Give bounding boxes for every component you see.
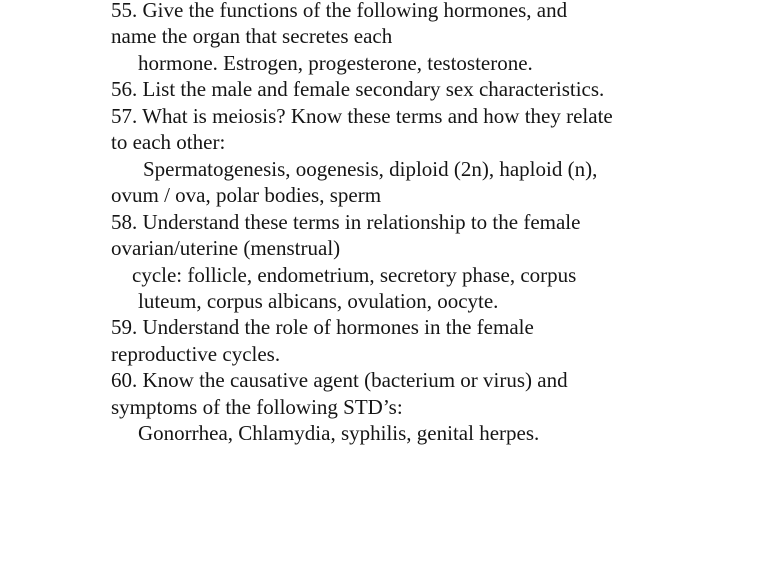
doc-line-12: luteum, corpus albicans, ovulation, oocyte.: [138, 288, 499, 313]
doc-line-09: 58. Understand these terms in relationship to the female: [111, 209, 581, 234]
doc-line-11: cycle: follicle, endometrium, secretory phase, corpus: [132, 262, 577, 287]
doc-line-01: 55. Give the functions of the following hormones, and: [111, 0, 568, 22]
doc-line-02: name the organ that secretes each: [111, 24, 393, 49]
doc-line-03: hormone. Estrogen, progesterone, testosterone.: [138, 50, 533, 75]
study-guide-text-block: [111, 0, 711, 447]
doc-line-04: 56. List the male and female secondary sex characteristics.: [111, 77, 605, 102]
doc-line-16: symptoms of the following STD’s:: [111, 394, 403, 419]
doc-line-06: to each other:: [111, 130, 226, 155]
doc-line-17: Gonorrhea, Chlamydia, syphilis, genital herpes.: [138, 421, 540, 446]
doc-line-08: ovum / ova, polar bodies, sperm: [111, 183, 382, 208]
doc-line-10: ovarian/uterine (menstrual): [111, 236, 341, 261]
doc-line-15: 60. Know the causative agent (bacterium or virus) and: [111, 368, 568, 393]
doc-line-13: 59. Understand the role of hormones in the female: [111, 315, 534, 340]
doc-line-14: reproductive cycles.: [111, 341, 281, 366]
doc-line-05: 57. What is meiosis? Know these terms and how they relate: [111, 103, 613, 128]
doc-line-07: Spermatogenesis, oogenesis, diploid (2n), haploid (n),: [143, 156, 598, 181]
